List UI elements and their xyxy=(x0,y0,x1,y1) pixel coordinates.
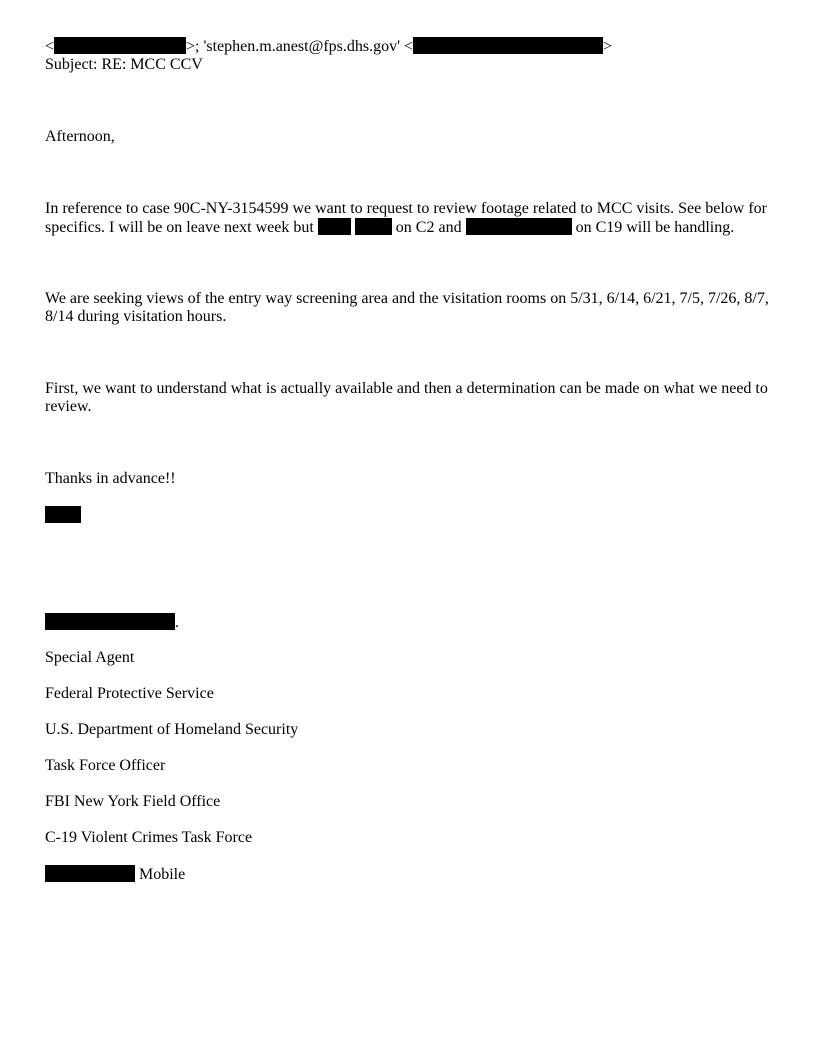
signature-name xyxy=(45,613,179,632)
signature-mobile xyxy=(45,865,185,884)
request-text-2: on C2 and xyxy=(395,219,462,236)
thanks-line: Thanks in advance!! xyxy=(45,470,176,487)
signature-office: FBI New York Field Office xyxy=(45,793,221,810)
redacted-email-2 xyxy=(413,37,603,54)
paragraph-availability: First, we want to understand what is actually available and then a determination can be made on what we need to review. xyxy=(45,380,768,415)
signature-dept: U.S. Department of Homeland Security xyxy=(45,721,299,738)
signature-name-suffix: . xyxy=(175,614,179,631)
recipients-close: > xyxy=(603,38,613,55)
redacted-initials xyxy=(45,506,81,523)
redacted-phone xyxy=(45,865,135,882)
recipients-open: < xyxy=(45,38,55,55)
redacted-name-2 xyxy=(466,218,572,235)
recipients-middle: >; 'stephen.m.anest@fps.dhs.gov' < xyxy=(186,38,413,55)
request-text-3: on C19 will be handling. xyxy=(575,219,735,236)
signature-org: Federal Protective Service xyxy=(45,685,214,702)
redacted-first-name xyxy=(318,218,351,235)
redacted-email-1 xyxy=(54,37,186,54)
signature-title: Special Agent xyxy=(45,649,135,666)
subject-line: Subject: RE: MCC CCV xyxy=(45,56,203,73)
signature-unit: C-19 Violent Crimes Task Force xyxy=(45,829,253,846)
sender-initials xyxy=(45,506,81,525)
greeting: Afternoon, xyxy=(45,128,115,145)
paragraph-dates: We are seeking views of the entry way screening area and the visitation rooms on 5/31, 6/14, 6/21, 7/5, 7/26, 8/7, 8/14 during visitation hours. xyxy=(45,290,769,325)
mobile-label: Mobile xyxy=(139,866,186,883)
redacted-last-name xyxy=(355,218,392,235)
request-text: In reference to case 90C-NY-3154599 we want to request to review footage related to MCC visits. See below for specifics. I will be on leave next week but xyxy=(45,200,768,236)
recipients-line xyxy=(45,37,773,56)
redacted-signature-name xyxy=(45,613,175,630)
paragraph-request xyxy=(45,200,773,237)
email-document xyxy=(45,37,773,487)
signature-role: Task Force Officer xyxy=(45,757,166,774)
